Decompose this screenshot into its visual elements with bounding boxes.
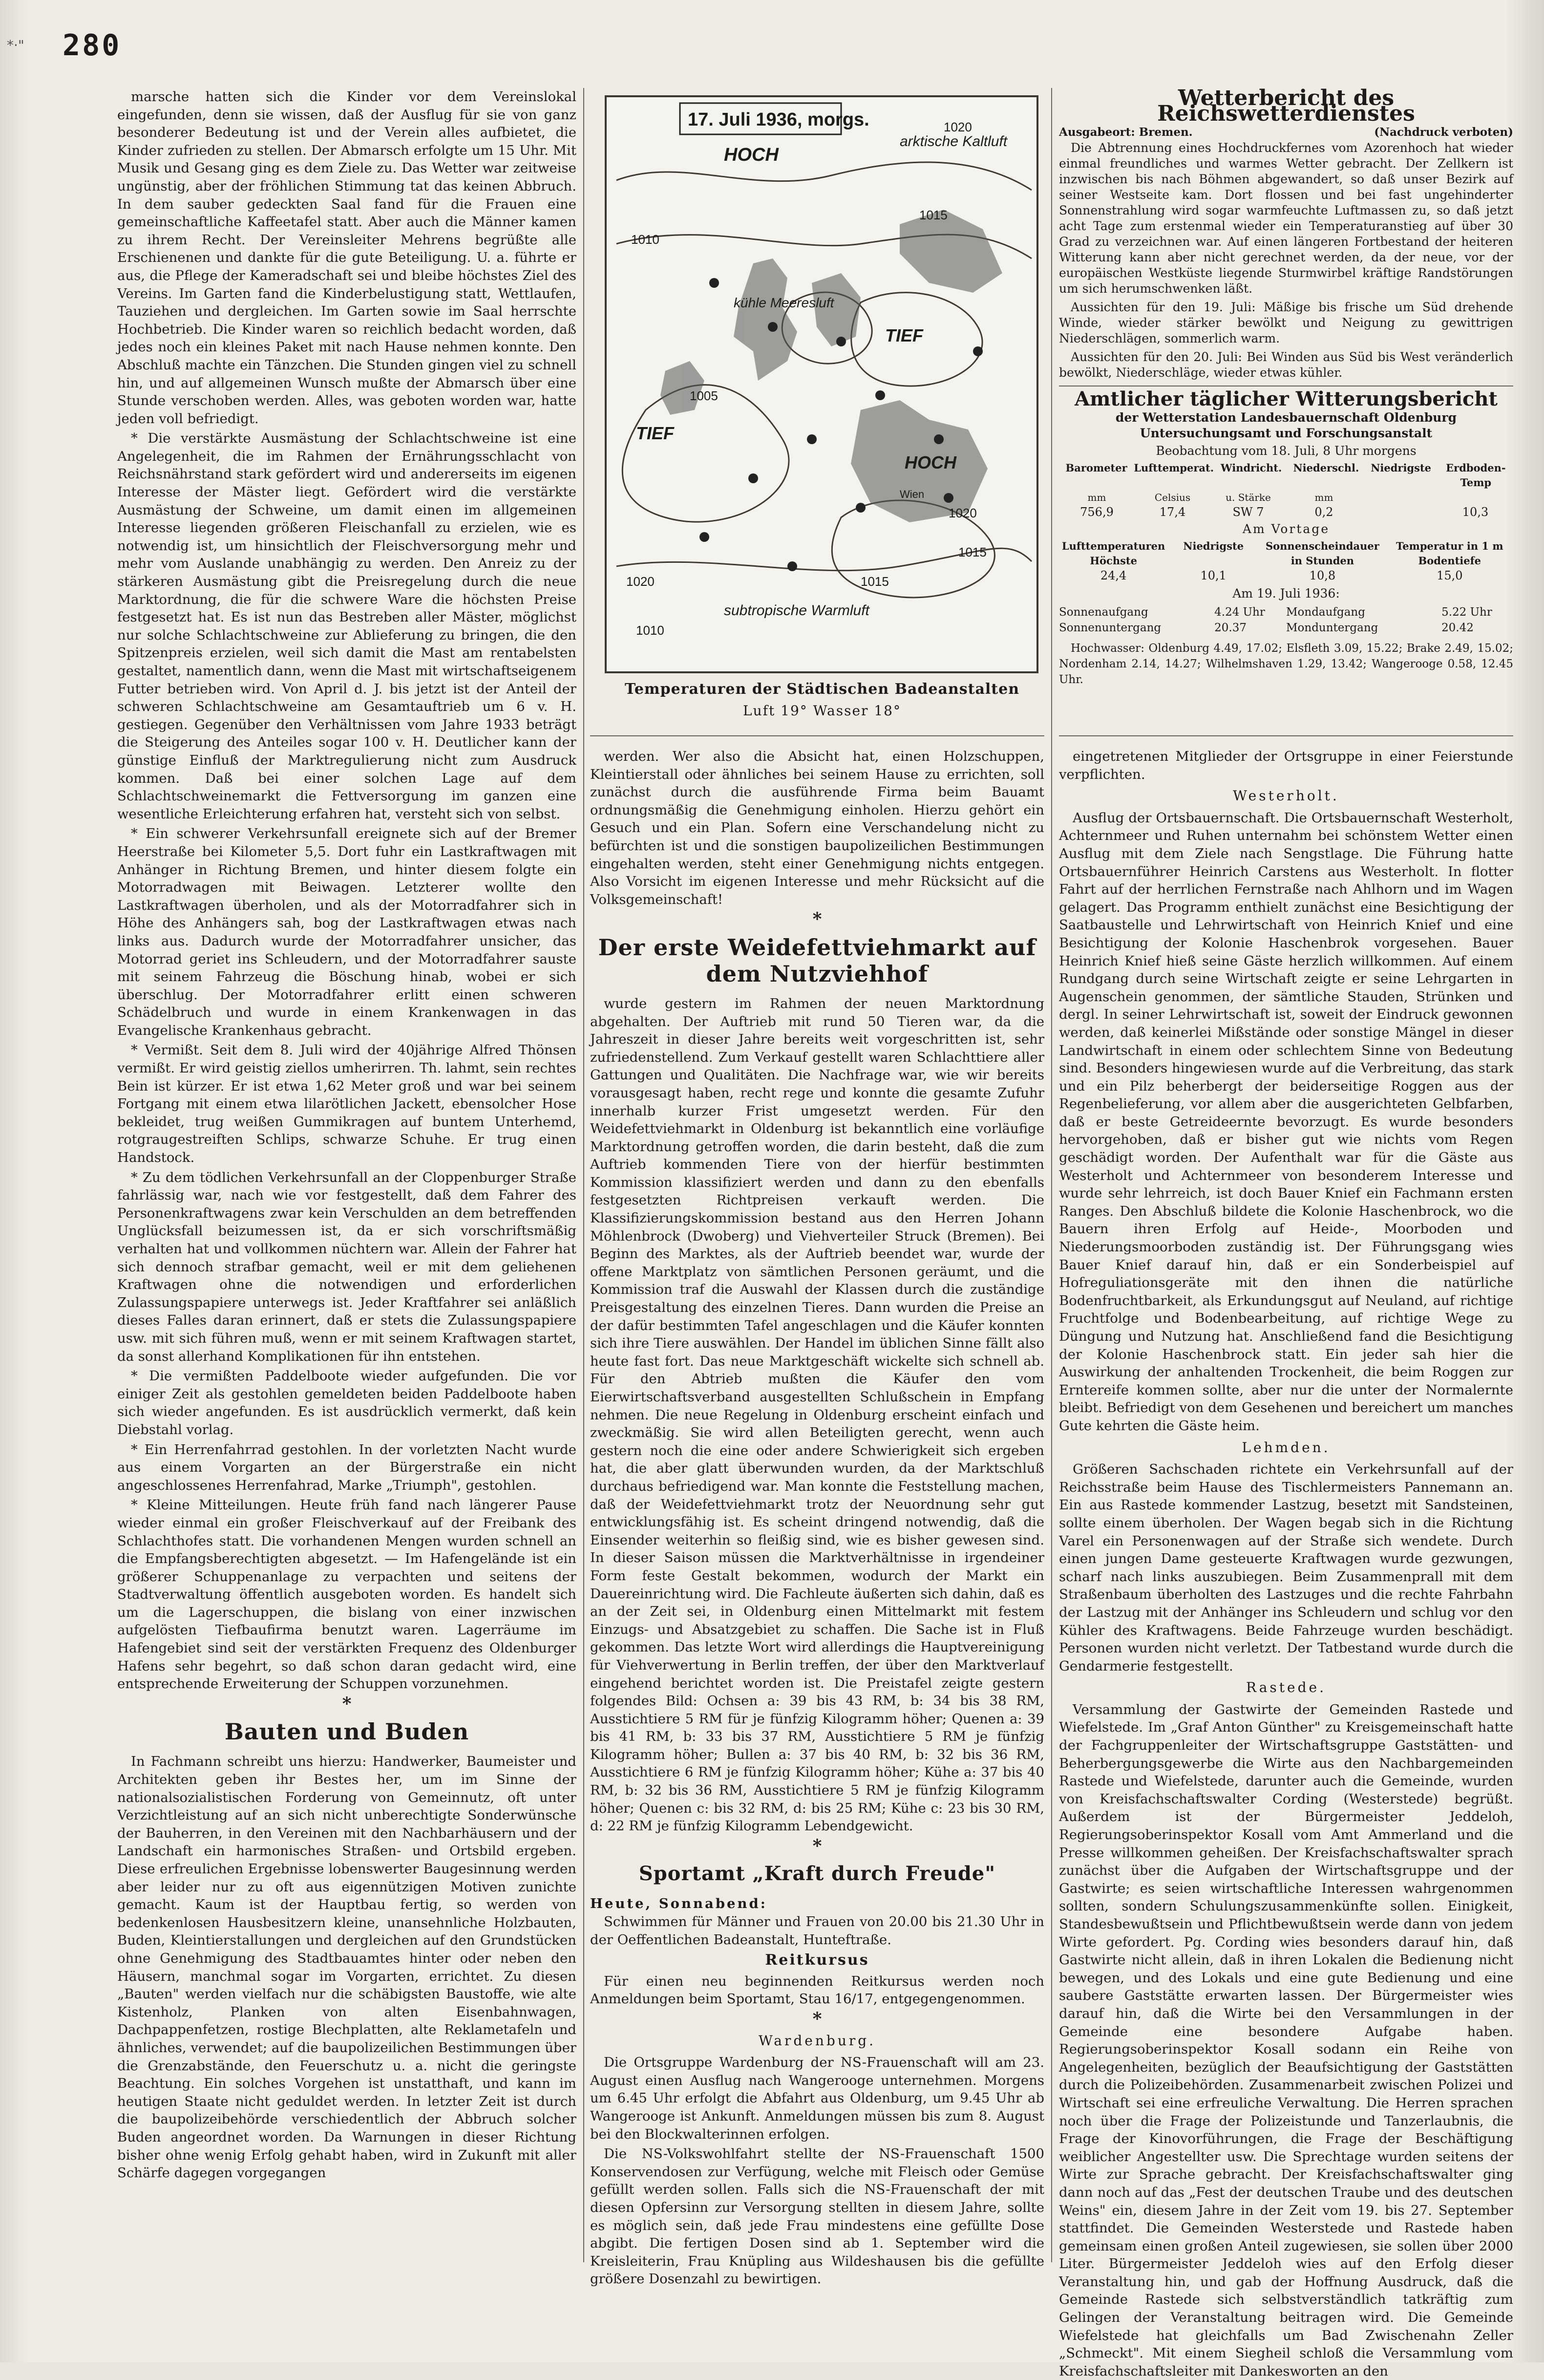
headline-sportamt: Sportamt „Kraft durch Freude" xyxy=(638,1862,996,1886)
table-cell: 10,8 xyxy=(1309,569,1336,582)
article-paragraph: Für einen neu beginnenden Reitkursus werden noch Anmeldungen beim Sportamt, Stau 16/17, entgegengenommen. xyxy=(590,1973,1044,2007)
table-unit xyxy=(1438,490,1513,505)
weather-meta-left: Ausgabeort: Bremen. xyxy=(1059,126,1193,139)
headline-bauten-und-buden: Bauten und Buden xyxy=(224,1718,469,1745)
column-rule xyxy=(583,88,584,2262)
article-paragraph: marsche hatten sich die Kinder vor dem Vereinslokal eingefunden, denn sie wissen, daß der Ausflug für sie von ganz besonderer Bedeutung ist und der Verein alles aufbietet, die Kinder zufrieden zu stellen. Der Abmarsch erfolgte um 15 Uhr. Mit Musik und Gesang ging es dem Ziele zu. Das Wetter war zeitweise ungünstig, aber der fröhlichen Stimmung tat das keinen Abbruch. In dem sauber gedeckten Saal fand für die Frauen eine gemeinschaftliche Kaffeetafel statt. Aber auch die Männer kamen zu ihrem Recht. Der Vereinsleiter Mehrens begrüßte alle Erschienenen und dankte für die gute Beteiligung. U. a. führte er aus, die Pflege der Kameradschaft sei und bleibe höchstes Ziel des Vereins. Im Garten fand die Kinderbelustigung statt, Wettlaufen, Tauziehen und dergleichen. Im Garten sowie im Saal herrschte Hochbetrieb. Die Kinder waren so reichlich bedacht worden, daß jedes noch ein kleines Paket mit nach Hause nehmen konnte. Den Abschluß machte ein Tänzchen. Die Stunden gingen viel zu schnell hin, und auf allgemeinen Wunsch mußte der Abmarsch über eine Stunde verschoben werden. Alles, was geboten worden war, hatte jeden voll befriedigt. xyxy=(117,89,576,427)
official-weather-title: Amtlicher täglicher Witterungsbericht xyxy=(1075,387,1498,410)
weather-meta xyxy=(1059,125,1513,140)
section-rule xyxy=(1059,735,1513,736)
location-wardenburg: Wardenburg. xyxy=(758,2032,876,2049)
article-paragraph: Größeren Sachschaden richtete ein Verkehrsunfall auf der Reichsstraße beim Hause des Tischlermeisters Pannemann an. Ein aus Rastede kommender Lastzug, besetzt mit Sandsteinen, sollte einem überholen. Der Wagen begab sich in die Richtung Varel ein Personenwagen auf der Straße sich wendete. Durch einen jungen Dame gesteuerte Kraftwagen wurde gezwungen, scharf nach links auszubiegen. Beim Zusammenprall mit dem Straßenbaum überholten des Lastzuges und die rechte Fahrbahn der Lastzug mit der Anhänger ins Schleudern und schlug vor den Kühler des Kraftwagens. Beide Fahrzeuge wurden beschädigt. Personen wurden nicht verletzt. Der Tatbestand wurde durch die Gendarmerie festgestellt. xyxy=(1059,1461,1513,1674)
table-unit: Celsius xyxy=(1154,492,1191,503)
table-unit: mm xyxy=(1087,492,1106,503)
map-label: HOCH xyxy=(905,452,956,472)
sun-label: Sonnenaufgang xyxy=(1059,606,1148,619)
observation-table-values xyxy=(1059,505,1513,519)
bath-temperatures: Luft 19° Wasser 18° xyxy=(743,703,901,719)
isobar-label: 1015 xyxy=(919,208,948,222)
article-paragraph: eingetretenen Mitglieder der Ortsgruppe in einer Feierstunde verpflichten. xyxy=(1059,749,1513,782)
weather-meta-right: (Nachdruck verboten) xyxy=(1374,126,1513,139)
sun-value: 4.24 Uhr xyxy=(1214,606,1265,619)
tide-info: Hochwasser: Oldenburg 4.49, 17.02; Elsfleth 3.09, 15.22; Brake 2.49, 15.02; Nordenham 2.14, 14.27; Wilhelmshaven 1.29, 13.42; Wangerooge 0.58, 12.45 Uhr. xyxy=(1059,642,1513,686)
observation-line: Beobachtung vom 18. Juli, 8 Uhr morgens xyxy=(1156,444,1417,458)
map-label: arktische Kaltluft xyxy=(900,133,1008,150)
table-cell: 10,1 xyxy=(1200,569,1227,582)
article-paragraph: Schwimmen für Männer und Frauen von 20.00 bis 21.30 Uhr in der Oeffentlichen Badeanstalt, Hunteftraße. xyxy=(590,1914,1044,1948)
city-label: Wien xyxy=(900,488,925,500)
table-header: Temperatur in 1 m Bodentiefe xyxy=(1396,540,1503,567)
observation-table-units xyxy=(1059,490,1513,505)
article-paragraph: Die NS-Volkswohlfahrt stellte der NS-Frauenschaft 1500 Konservendosen zur Verfügung, welche mit Fleisch oder Gemüse gefüllt werden sollen. Falls sich die NS-Frauenschaft der mit diesen Opfersinn zur Versorgung stellten in diesem Jahre, sollte es möglich sein, daß jede Frau mindestens eine gefüllte Dose abgibt. Die fertigen Dosen sind ab 1. September wird die Kreisleiterin, Frau Knüpling aus Wildeshausen bis die gefüllte größere Dosenzahl zu bewirtigen. xyxy=(590,2146,1044,2287)
table-cell: 15,0 xyxy=(1437,569,1463,582)
table-header: Barometer xyxy=(1065,462,1127,474)
table-header: Lufttemperaturen Höchste xyxy=(1061,540,1165,567)
section-rule xyxy=(590,735,1044,736)
moon-value: 20.42 xyxy=(1441,622,1474,634)
table-unit xyxy=(1362,490,1438,505)
isobar-label: 1020 xyxy=(626,574,655,589)
weather-text: Die Abtrennung eines Hochdruckfernes vom Azorenhoch hat wieder einmal freundliches und warmes Wetter gebracht. Der Zellkern ist inzwischen bis nach Böhmen abgewandert, so daß unser Bezirk auf seiner Westseite kam. Dort flossen und bei fast ungehinderter Sonnenstrahlung wird sogar warmfeuchte Luftmassen zu, so daß jetzt acht Tage zum erstenmal wieder ein Temperaturanstieg auf über 30 Grad zu verzeichnen war. Auf einen längeren Fortbestand der heiteren Witterung kann aber nicht gerechnet werden, da der neue, vor der europäischen Westküste liegende Sturmwirbel kräftige Randstörungen um sich herumschwenken läßt. xyxy=(1059,141,1513,296)
column-rule xyxy=(1051,88,1052,2262)
map-label: TIEF xyxy=(636,423,674,443)
sun-moon-times xyxy=(1059,604,1513,636)
section-separator: * xyxy=(812,909,822,930)
location-westerholt: Westerholt. xyxy=(1233,788,1339,804)
isobar-label: 1020 xyxy=(949,506,977,520)
map-label: subtropische Warmluft xyxy=(724,602,869,619)
table-header: Niedrigste xyxy=(1371,462,1432,474)
table-header: Niederschl. xyxy=(1293,462,1359,474)
table-cell: SW 7 xyxy=(1232,505,1264,519)
table-unit: u. Stärke xyxy=(1226,492,1271,503)
table-header: Sonnenscheindauer in Stunden xyxy=(1265,540,1379,567)
moon-label: Monduntergang xyxy=(1286,622,1378,634)
page-number: 280 xyxy=(63,28,122,63)
article-paragraph: * Ein Herrenfahrrad gestohlen. In der vorletzten Nacht wurde aus einem Vorgarten an der Bürgerstraße ein nicht angeschlossenes Herrenfahrad, Marke „Triumph", gestohlen. xyxy=(117,1441,576,1493)
table-cell xyxy=(1362,505,1438,519)
map-label: TIEF xyxy=(885,325,923,345)
subhead-heute: Heute, Sonnabend: xyxy=(590,1896,767,1912)
article-paragraph: * Die verstärkte Ausmästung der Schlachtschweine ist eine Angelegenheit, die im Rahmen der Ernährungsschlacht von Reichsnährstand stark gefördert wird und andererseits im eigenen Interesse der Mäster liegt. Gefördert wird die verstärkte Ausmästung der Schweine, um damit einen im allgemeinen Interesse liegenden größeren Fleischanfall zu erzielen, wie es notwendig ist, um hinsichtlich der Fleischversorgung mehr und mehr vom Auslande unabhängig zu werden. Den Anreiz zu der stärkeren Ausmästung gibt die Preisregelung durch die neue Marktordnung, die für die schwere Ware die höchsten Preise festgesetzt hat. Es ist nun das Bestreben aller Mäster, möglichst nur solche Schlachtschweine zur Ablieferung zu bringen, die den Spitzenpreis erzielen, weil sich damit die Mast am rentabelsten gestaltet, namentlich dann, wenn die Mast mit wirtschaftseigenem Futter betrieben wird. Von April d. J. bis jetzt ist der Anteil der schweren Schlachtschweine am Gesamtauftrieb um 6 v. H. gestiegen. Gegenüber den Verhältnissen vom Jahre 1933 beträgt die Steigerung des Anteiles sogar 100 v. H. Deutlicher kann der günstige Einfluß der Marktregulierung nicht zum Ausdruck kommen. Daß bei einer solchen Lage auf dem Schlachtschweinemarkt die Fettversorgung im ganzen eine wesentliche Erleichterung erfahren hat, versteht sich von selbst. xyxy=(117,430,576,822)
weather-map-drawing xyxy=(607,97,1036,671)
sun-label: Sonnenuntergang xyxy=(1059,622,1162,634)
map-date-label: 17. Juli 1936, morgs. xyxy=(688,109,869,130)
section-separator: * xyxy=(812,1835,822,1856)
table-cell: 0,2 xyxy=(1314,505,1333,519)
table-header: Erdboden-Temp xyxy=(1446,462,1506,489)
weather-map xyxy=(605,95,1038,673)
isobar-label: 1015 xyxy=(958,545,987,559)
table-unit: mm xyxy=(1314,492,1333,503)
observation-table-header xyxy=(1059,461,1513,490)
subhead-reitkursus: Reitkursus xyxy=(765,1951,869,1969)
map-caption: Temperaturen der Städtischen Badeanstalten xyxy=(624,681,1020,698)
article-paragraph: * Zu dem tödlichen Verkehrsunfall an der Cloppenburger Straße fahrlässig war, nach wie vor festgestellt, daß dem Fahrer des Personenkraftwagens zwar kein Verschulden an dem betreffenden Unglücksfall beizumessen ist, da er sich vorschriftsmäßig verhalten hat und vollkommen nüchtern war. Allein der Fahrer hat sich dennoch strafbar gemacht, weil er mit dem geliehenen Kraftwagen ohne die notwendigen und erforderlichen Zulassungspapiere unterwegs ist. Jeder Kraftfahrer sei anläßlich dieses Falles daran erinnert, daß er stets die Zulassungspapiere usw. mit sich führen muß, wenn er mit seinem Kraftwagen startet, da sonst allerhand Komplikationen für ihn entstehen. xyxy=(117,1169,576,1364)
isobar-label: 1010 xyxy=(636,623,664,638)
table-header: Niedrigste xyxy=(1183,540,1244,552)
location-rastede: Rastede. xyxy=(1246,1679,1326,1696)
article-paragraph: Ausflug der Ortsbauernschaft. Die Ortsbauernschaft Westerholt, Achternmeer und Ruhen unternahm bei schönstem Wetter einen Ausflug mit dem Ziele nach Sengstlage. Die Führung hatte Ortsbauernführer Heinrich Carstens aus Westerholt. In flotter Fahrt auf der herrlichen Fernstraße nach Ahlhorn und im Wagen gelagert. Das Programm enthielt zunächst eine Besichtigung der Saatbaustelle und Lehrwirtschaft von Heinrich Knief und eine Besichtigung der Kolonie Haschenbrok vorgesehen. Bauer Heinrich Knief hieß seine Gäste herzlich willkommen. Auf einem Rundgang durch seine Wirtschaft zeigte er seine Lehrgarten in Augenschein genommen, der sämtliche Stauden, Strünken und dergl. In seiner Lehrwirtschaft ist, soweit der Eindruck gewonnen werden, daß keinerlei Mißstände oder sonstige Mängel in dieser Landwirtschaft in einem oder schlechtem Sinne von Bedeutung sind. Besonders hingewiesen wurde auf die Verbreitung, das stark und ein Pilz beherbergt der beiderseitige Roggen aus der Regenbelieferung, vor allem aber die ausgerichteten Gelbfarben, daß er beste Getreideernte bevorzugt. Es wurde besonders hervorgehoben, daß er bisher gut wie nichts vom Regen geschädigt worden. Der Aufenthalt war für die Gäste aus Westerholt und Achternmeer von besonderem Interesse und wurde sehr lehrreich, ist doch Bauer Knief ein Fachmann ersten Ranges. Den Abschluß bildete die Kolonie Haschenbrock, wo die Bauern ihren Erfolg auf Heide-, Moorboden und Niederungsmoorboden zuständig ist. Der Führungsgang wies Bauer Knief darauf hin, daß er ein Sonderbeispiel auf Hofreguliationsgeräte mit den ihnen die natürliche Bodenfruchtbarkeit, als Erkundungsgut auf Neuland, auf richtige Fruchtfolge und Bodenbearbeitung, auf richtige Wege zu Düngung und Nutzung hat. Anschließend fand die Besichtigung der Kolonie Haschenbrock statt. Ein jeder sah hier die Auswirkung der anhaltenden Trockenheit, die beim Roggen zur Erntereife kommen sollte, aber nur die unter der Normalernte bleibt. Befriedigt von dem Gesehenen und bereichert um manches Gute kehrten die Gäste heim. xyxy=(1059,810,1513,1434)
section-separator: * xyxy=(342,1693,352,1714)
article-paragraph: In Fachmann schreibt uns hierzu: Handwerker, Baumeister und Architekten geben ihr Bestes her, um im Sinne der nationalsozialistischen Forderung von Gemeinnutz, oft unter Verzichtleistung auf an sich nicht unberechtigte Sonderwünsche der Bauherren, in den Vereinen mit den Nachbarhäusern und der Landschaft ein harmonisches Straßen- und Ortsbild ergeben. Diese erfreulichen Ergebnisse lobenswerter Baugesinnung werden aber leider nur zu oft aus eigennützigen Motiven zunichte gemacht. Kaum ist der Hauptbau fertig, so werden von bedenkenlosen Hausbesitzern kleine, unansehnliche Holzbauten, Buden, Kleintierstallungen und dergleichen auf den Grundstücken ohne Genehmigung des Stadtbauamtes hinter oder neben den Häusern, manchmal sogar im Vorgarten, errichtet. Zu diesen „Bauten" werden vielfach nur die schäbigsten Baustoffe, wie alte Kistenholz, Planken von alten Eisenbahnwagen, Dachpappenfetzen, rostige Blechplatten, alte Reklametafeln und ähnliches, verwendet; auf die baupolizeilichen Bestimmungen über die Grenzabstände, den Feuerschutz u. a. nicht die geringste Beachtung. Ein solches Vorgehen ist unstatthaft, und kann im heutigen Staate nicht geduldet werden. In letzter Zeit ist durch die baupolizeibehörde verschiedentlich der Abbruch solcher Buden angeordnet worden. Da Warnungen in dieser Richtung bisher ohne wenig Erfolg gehabt haben, wird in Zukunft mit aller Schärfe dagegen vorgegangen xyxy=(117,1754,576,2181)
table-cell: 17,4 xyxy=(1159,505,1186,519)
edge-mark: *·" xyxy=(7,37,24,53)
column-2 xyxy=(590,748,1044,2287)
isobar-label: 1015 xyxy=(861,574,889,589)
previous-day-table-values xyxy=(1059,568,1513,583)
isobar-label: 1010 xyxy=(631,232,659,247)
column-3 xyxy=(1059,748,1513,2379)
table-cell: 24,4 xyxy=(1100,569,1127,582)
article-paragraph: werden. Wer also die Absicht hat, einen Holzschuppen, Kleintierstall oder ähnliches bei seinem Hause zu errichten, soll zunächst durch die ausführende Firma beim Bauamt ordnungsmäßig die Genehmigung einholen. Hierzu gehört ein Gesuch und ein Plan. Sofern eine Verschandelung nicht zu befürchten ist und die sonstigen baupolizeilichen Bestimmungen eingehalten werden, steht einer Genehmigung nichts entgegen. Also Vorsicht im eigenen Interesse und mehr Rücksicht auf die Volksgemeinschaft! xyxy=(590,749,1044,907)
station-line-1: der Wetterstation Landesbauernschaft Oldenburg xyxy=(1115,410,1457,425)
previous-day-table-header xyxy=(1059,539,1513,568)
article-paragraph: Versammlung der Gastwirte der Gemeinden Rastede und Wiefelstede. Im „Graf Anton Günther" zu Kreisgemeinschaft hatte der Fachgruppenleiter der Wirtschaftsgruppe Gaststätten- und Beherbergungsgewerbe die Wirte aus den Nachbargemeinden Rastede und Wiefelstede, darunter auch die Gemeinde, wurden von Kreisfachschaftswalter Cording (Westerstede) begrüßt. Außerdem ist der Bürgermeister Jeddeloh, Regierungsoberinspektor Kosall vom Amt Ammerland und die Presse willkommen geheißen. Der Kreisfachschaftswalter sprach zunächst über die Aufgaben der Wirtschaftsgruppe und der Gastwirte; es seien wirtschaftliche Interessen wahrgenommen sollten, sondern Schulungszusammenkünfte sollen. Einigkeit, Standesbewußtsein und Pflichtbewußtsein werde dann von jedem Wirte gefordert. Pg. Cording wies besonders darauf hin, daß Gastwirte nicht allein, daß in ihren Lokalen die Bedienung nicht bewegen, und des Lokals und eine gute Bedienung und eine saubere Gaststätte erwarten lassen. Der Bürgermeister wies darauf hin, daß die Wirte bei den Versammlungen in der Gemeinde eine besondere Aufgabe haben. Regierungsoberinspektor Kosall sodann ein Reihe von Angelegenheiten, bezüglich der Beaufsichtigung der Gaststätten durch die Polizeibehörden. Zusammenarbeit zwischen Polizei und Wirtschaft sei eine erfreuliche Verwaltung. Die Herren sprachen noch über die Frage der Polizeistunde und Tanzerlaubnis, die Frage der Kinovorführungen, die Frage der Beschäftigung weiblicher Angestellter usw. Die Sprechtage wurden seitens der Wirte zur Sprache gebracht. Der Kreisfachschaftswalter ging dann noch auf das „Fest der deutschen Traube und des deutschen Weins" ein, diesem Jahre in der Zeit vom 19. bis 27. September stattfindet. Die Gemeinden Westerstede und Rastede haben gemeinsam einen großen Anteil zugewiesen, sie sollen über 2000 Liter. Bürgermeister Jeddeloh wies auf den Erfolg dieser Veranstaltung hin, und gab der Hoffnung Ausdruck, daß die Gemeinde Rastede sich selbstverständlich tatkräftig zum Gelingen der Veranstaltung beitragen wird. Die Gemeinde Wiefelstede hat gleichfalls um Bad Zwischenahn Zeller „Schmeckt". Mit einem Siegheil schloß die Versammlung vom Kreisfachschaftsleiter mit Dankesworten an den xyxy=(1059,1701,1513,2379)
location-lehmden: Lehmden. xyxy=(1242,1439,1331,1456)
isobar-label: 1005 xyxy=(690,388,718,403)
weather-title: Wetterbericht des Reichswetterdienstes xyxy=(1157,86,1415,126)
table-header: Lufttemperat. xyxy=(1134,462,1214,474)
section-separator: * xyxy=(812,2009,822,2029)
forecast-20: Aussichten für den 20. Juli: Bei Winden aus Süd bis West veränderlich bewölkt, Niederschläge, wieder etwas kühler. xyxy=(1059,350,1513,380)
column-1 xyxy=(117,88,576,2262)
article-paragraph: * Kleine Mitteilungen. Heute früh fand nach längerer Pause wieder einmal ein großer Fleischverkauf auf der Freibank des Schlachthofes statt. Die vorhandenen Mengen wurden schnell an die Empfangsberechtigten abgesetzt. — Im Hafengelände ist ein größerer Schuppenanlage zu verpachten und seitens der Stadtverwaltung öffentlich ausgeboten worden. Es handelt sich um die Lagerschuppen, die bislang von einer inzwischen aufgelösten Tiefbaufirma benutzt waren. Lagerräume im Hafengebiet sind seit der verstärkten Frequenz des Oldenburger Hafens sehr begehrt, so daß schon daran gedacht wird, eine entsprechende Erweiterung der Schuppen vorzunehmen. xyxy=(117,1497,576,1692)
map-label: kühle Meeresluft xyxy=(734,295,834,310)
moon-value: 5.22 Uhr xyxy=(1441,606,1492,619)
table-cell: 756,9 xyxy=(1080,505,1114,519)
article-paragraph: Die Ortsgruppe Wardenburg der NS-Frauenschaft will am 23. August einen Ausflug nach Wangerooge unternehmen. Morgens um 6.45 Uhr erfolgt die Abfahrt aus Oldenburg, um 9.45 Uhr ab Wangerooge ist Ankunft. Anmeldungen müssen bis zum 8. August bei den Blockwalterinnen erfolgen. xyxy=(590,2055,1044,2142)
article-paragraph: * Ein schwerer Verkehrsunfall ereignete sich auf der Bremer Heerstraße bei Kilometer 5,5. Dort fuhr ein Lastkraftwagen mit Anhänger in Richtung Bremen, und hinter diesem folgte ein Motorradwagen mit Beiwagen. Letzterer wollte den Lastkraftwagen überholen, und als der Motorradfahrer sich in Höhe des Anhängers sah, bog der Lastkraftwagen etwas nach links aus. Dadurch wurde der Motorradfahrer unsicher, das Motorrad geriet ins Schleudern, und der Motorradfahrer sauste mit seinem Fahrzeug die Böschung hinab, wobei er sich überschlug. Der Motorradfahrer erlitt einen schweren Schädelbruch und wurde in einem Krankenwagen in das Evangelische Krankenhaus gebracht. xyxy=(117,826,576,1038)
date-line: Am 19. Juli 1936: xyxy=(1232,586,1340,600)
isobar-label: 1020 xyxy=(944,120,972,134)
article-paragraph: wurde gestern im Rahmen der neuen Marktordnung abgehalten. Der Auftrieb mit rund 50 Tieren war, da die Jahreszeit in dieser Jahre bereits weit vorgeschritten ist, sehr zufriedenstellend. Zum Verkauf gestellt waren Schlachttiere aller Gattungen und Qualitäten. Die Nachfrage war, wie wir bereits vorausgesagt haben, recht rege und konnte die gesamte Zufuhr innerhalb kurzer Frist umgesetzt werden. Für den Weidefettviehmarkt in Oldenburg ist bekanntlich eine vorläufige Marktordnung getroffen worden, die darin besteht, daß die zum Auftrieb kommenden Tiere von der hierfür bestimmten Kommission klassifiziert werden und dann zu den ebenfalls festgesetzten Richtpreisen verkauft werden. Die Klassifizierungskommission bestand aus den Herren Johann Möhlenbrock (Dwoberg) und Viehverteiler Struck (Bremen). Bei Beginn des Marktes, als der Auftrieb beendet war, wurde der offene Marktplatz von sämtlichen Personen geräumt, und die Kommission traf die Auswahl der Klassen durch die zuständige Preisgestaltung des einzelnen Tieres. Dann wurden die Preise an der dafür bestimmten Tafel angeschlagen und die Käufer konnten sich ihre Tiere auswählen. Der Handel im üblichen Sinne fällt also heute fast fort. Das neue Marktgeschäft wickelte sich schnell ab. Für den Abtrieb mußten die Käufer den vom Eierwirtschaftsverband ausgestellten Schlußschein in Empfang nehmen. Die neue Regelung in Oldenburg erscheint einfach und zweckmäßig. Sie wird allen Beteiligten gerecht, wenn auch gestern noch die eine oder andere Schwierigkeit sich ergeben hat, die aber glatt überwunden wurden, da der Marktschluß durchaus befriedigend war. Man konnte die Feststellung machen, daß der Weidefettviehmarkt trotz der Neuordnung sehr gut entwicklungsfähig ist. Es scheint dringend notwendig, daß die Einsender weiterhin so fleißig sind, wie es bisher gewesen sind. In dieser Saison müssen die Marktverhältnisse in irgendeiner Form feste Gestalt bekommen, wodurch der Markt ein Dauereinrichtung wird. Die Fachleute äußerten sich dahin, daß es an der Zeit sei, in Oldenburg einen Mittelmarkt mit festem Einzugs- und Absatzgebiet zu schaffen. Die Sache ist in Fluß gekommen. Das letzte Wort wird allerdings die Hauptvereinigung für Viehverwertung in Berlin treffen, der über den Marktverlauf eingehend berichtet worden ist. Die Preistafel zeigte gestern folgendes Bild: Ochsen a: 39 bis 43 RM, b: 34 bis 38 RM, Ausstichtiere 5 RM für je fünfzig Kilogramm höher; Quenen a: 39 bis 41 RM, b: 33 bis 37 RM, Ausstichtiere 5 RM je fünfzig Kilogramm höher; Bullen a: 37 bis 40 RM, b: 32 bis 36 RM, Ausstichtiere 6 RM je fünfzig Kilogramm höher; Kühe a: 37 bis 40 RM, b: 32 bis 36 RM, Ausstichtiere 5 RM je fünfzig Kilogramm höher; Quenen c: bis 32 RM, d: bis 25 RM; Kühe c: 23 bis 30 RM, d: 22 RM je fünfzig Kilogramm Lebendgewicht. xyxy=(590,995,1044,1834)
previous-day-label: Am Vortage xyxy=(1242,522,1330,536)
map-label: HOCH xyxy=(724,145,779,165)
station-line-2: Untersuchungsamt und Forschungsanstalt xyxy=(1140,426,1433,440)
headline-weidefettviehmarkt: Der erste Weidefettviehmarkt auf dem Nutzviehhof xyxy=(598,934,1036,987)
sun-value: 20.37 xyxy=(1214,622,1247,634)
weather-report xyxy=(1059,86,1513,690)
forecast-19: Aussichten für den 19. Juli: Mäßige bis frische um Süd drehende Winde, wieder stärker bewölkt und Neigung zu gewittrigen Niederschlägen, sommerlich warm. xyxy=(1059,300,1513,345)
article-paragraph: * Die vermißten Paddelboote wieder aufgefunden. Die vor einiger Zeit als gestohlen gemeldeten beiden Paddelboote haben sich wieder angefunden. Es ist ausdrücklich vermerkt, daß kein Diebstahl vorlag. xyxy=(117,1368,576,1437)
moon-label: Mondaufgang xyxy=(1286,606,1365,619)
table-cell: 10,3 xyxy=(1462,505,1489,519)
article-paragraph: * Vermißt. Seit dem 8. Juli wird der 40jährige Alfred Thönsen vermißt. Er wird geistig ziellos umherirren. Th. lahmt, sein rechtes Bein ist kürzer. Er ist etwa 1,62 Meter groß und war bei seinem Fortgang mit einem etwa lilarötlichen Jackett, ebensolcher Hose bekleidet, trug weißen Gummikragen auf buntem Unterhemd, rotgraugestreiften Schlips, schwarze Schuhe. Er trug einen Handstock. xyxy=(117,1042,576,1166)
table-header: Windricht. xyxy=(1221,462,1282,474)
